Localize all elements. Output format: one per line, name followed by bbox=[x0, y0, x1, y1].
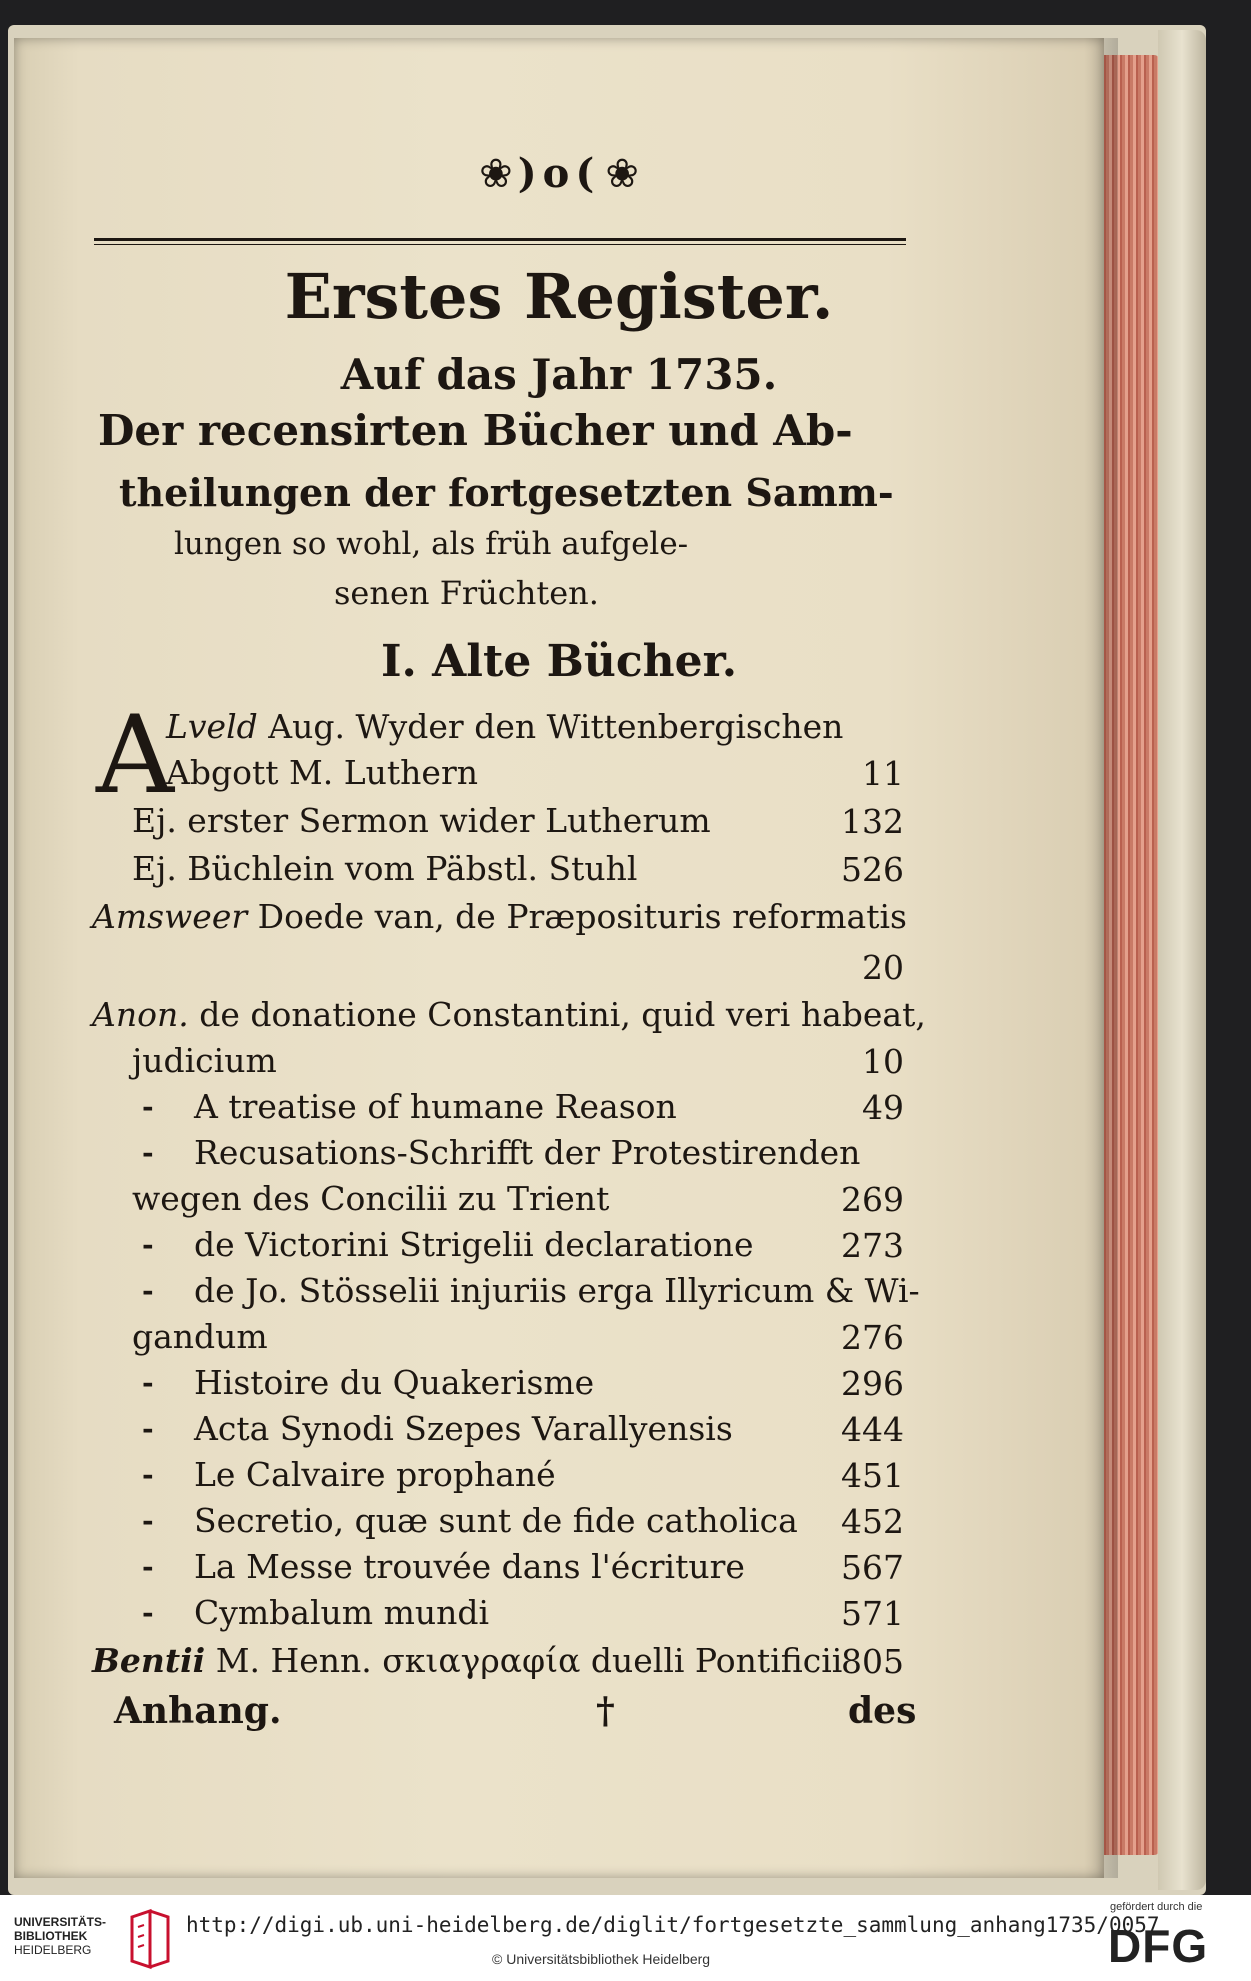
library-logo-text bbox=[14, 1915, 106, 1957]
entry-text: Abgott M. Luthern bbox=[166, 753, 478, 792]
drop-cap: A bbox=[96, 693, 174, 818]
page-number: 276 bbox=[841, 1318, 904, 1357]
page-number: 269 bbox=[841, 1180, 904, 1219]
page-number: 10 bbox=[862, 1042, 904, 1081]
page-number: 296 bbox=[841, 1364, 904, 1403]
entry-author: Anon. bbox=[92, 995, 189, 1034]
description-line: lungen so wohl, als früh aufgele- bbox=[174, 526, 689, 562]
ditto-dash: - bbox=[142, 1366, 154, 1399]
ditto-dash: - bbox=[142, 1412, 154, 1445]
header-rule bbox=[94, 238, 906, 241]
book-cover-edge bbox=[1158, 30, 1206, 1890]
page-number: 11 bbox=[862, 754, 904, 793]
ditto-dash: - bbox=[142, 1136, 154, 1169]
funding-note: gefördert durch die bbox=[1110, 1901, 1203, 1913]
footer-bar bbox=[0, 1895, 1251, 1981]
entry-text: gandum bbox=[132, 1317, 268, 1356]
page-number: 20 bbox=[862, 948, 904, 987]
page-number: 805 bbox=[841, 1642, 904, 1681]
page-number: 451 bbox=[841, 1456, 904, 1495]
ditto-dash: - bbox=[142, 1090, 154, 1123]
ditto-dash: - bbox=[142, 1228, 154, 1261]
page-number: 444 bbox=[841, 1410, 904, 1449]
page-subtitle: Auf das Jahr 1735. bbox=[340, 350, 778, 399]
entry-text: de donatione Constantini, quid veri habeat, bbox=[188, 995, 926, 1034]
ditto-dash: - bbox=[142, 1274, 154, 1307]
header-rule-thin bbox=[94, 244, 906, 245]
entry-text: Le Calvaire prophané bbox=[194, 1455, 556, 1494]
copyright-text: © Universitätsbibliothek Heidelberg bbox=[492, 1951, 711, 1967]
entry-text: Aug. Wyder den Wittenbergischen bbox=[257, 707, 844, 746]
catchline-left: Anhang. bbox=[114, 1690, 282, 1732]
entry-text: judicium bbox=[132, 1041, 277, 1080]
description-line: Der recensirten Bücher und Ab- bbox=[98, 406, 853, 455]
ornament-right-icon: ❀ bbox=[605, 151, 639, 197]
entry-text: Doede van, de Præposituris reformatis bbox=[247, 897, 907, 936]
entry-text: Acta Synodi Szepes Varallyensis bbox=[194, 1409, 733, 1448]
entry-text: M. Henn. σκιαγραφία duelli Pontificii bbox=[205, 1641, 843, 1680]
entry-text: La Messe trouvée dans l'écriture bbox=[194, 1547, 745, 1586]
logo-line: HEIDELBERG bbox=[14, 1943, 92, 1957]
ditto-dash: - bbox=[142, 1550, 154, 1583]
description-line: theilungen der fortgesetzten Samm- bbox=[119, 470, 894, 515]
page-number: 452 bbox=[841, 1502, 904, 1541]
entry-text: Ej. Büchlein vom Päbstl. Stuhl bbox=[132, 849, 638, 888]
entry-text: Cymbalum mundi bbox=[194, 1593, 490, 1632]
running-header bbox=[14, 150, 1104, 197]
permalink-url[interactable]: http://digi.ub.uni-heidelberg.de/diglit/fortgesetzte_sammlung_anhang1735/0057 bbox=[186, 1913, 1160, 1937]
page-number: 567 bbox=[841, 1548, 904, 1587]
logo-line: UNIVERSITÄTS- bbox=[14, 1915, 107, 1929]
library-logo-icon bbox=[128, 1907, 172, 1971]
page-number: 571 bbox=[841, 1594, 904, 1633]
page-number: 49 bbox=[862, 1088, 904, 1127]
catchword: des bbox=[848, 1690, 917, 1732]
entry-author: Lveld bbox=[166, 707, 258, 746]
entry-text: de Victorini Strigelii declaratione bbox=[194, 1225, 754, 1264]
ditto-dash: - bbox=[142, 1504, 154, 1537]
dfg-logo: DFG bbox=[1108, 1920, 1209, 1972]
entry-text: Secretio, quæ sunt de fide catholica bbox=[194, 1501, 798, 1540]
signature-mark: † bbox=[596, 1690, 615, 1732]
page-number: 526 bbox=[841, 850, 904, 889]
logo-line: BIBLIOTHEK bbox=[14, 1929, 88, 1943]
ditto-dash: - bbox=[142, 1596, 154, 1629]
ornament-left-icon: ❀ bbox=[479, 151, 513, 197]
entry-line bbox=[166, 708, 843, 746]
entry-text: Histoire du Quakerisme bbox=[194, 1363, 595, 1402]
entry-text: A treatise of humane Reason bbox=[194, 1087, 677, 1126]
entry-line bbox=[92, 898, 907, 936]
ditto-dash: - bbox=[142, 1458, 154, 1491]
entry-text: wegen des Concilii zu Trient bbox=[132, 1179, 610, 1218]
entry-text: Ej. erster Sermon wider Lutherum bbox=[132, 801, 711, 840]
entry-line bbox=[92, 1642, 842, 1680]
entry-text: de Jo. Stösselii injuriis erga Illyricum & Wi- bbox=[194, 1271, 920, 1310]
page-title: Erstes Register. bbox=[284, 260, 834, 333]
entry-author: Amsweer bbox=[92, 897, 248, 936]
book-page bbox=[14, 38, 1104, 1878]
description-line: senen Früchten. bbox=[334, 574, 599, 612]
entry-text: Recusations-Schrifft der Protestirenden bbox=[194, 1133, 861, 1172]
entry-author: Bentii bbox=[92, 1641, 206, 1680]
page-number: 132 bbox=[841, 802, 904, 841]
folio-mark: )o( bbox=[517, 150, 601, 197]
page-number: 273 bbox=[841, 1226, 904, 1265]
entry-line bbox=[92, 996, 926, 1034]
section-heading: I. Alte Bücher. bbox=[380, 636, 738, 687]
